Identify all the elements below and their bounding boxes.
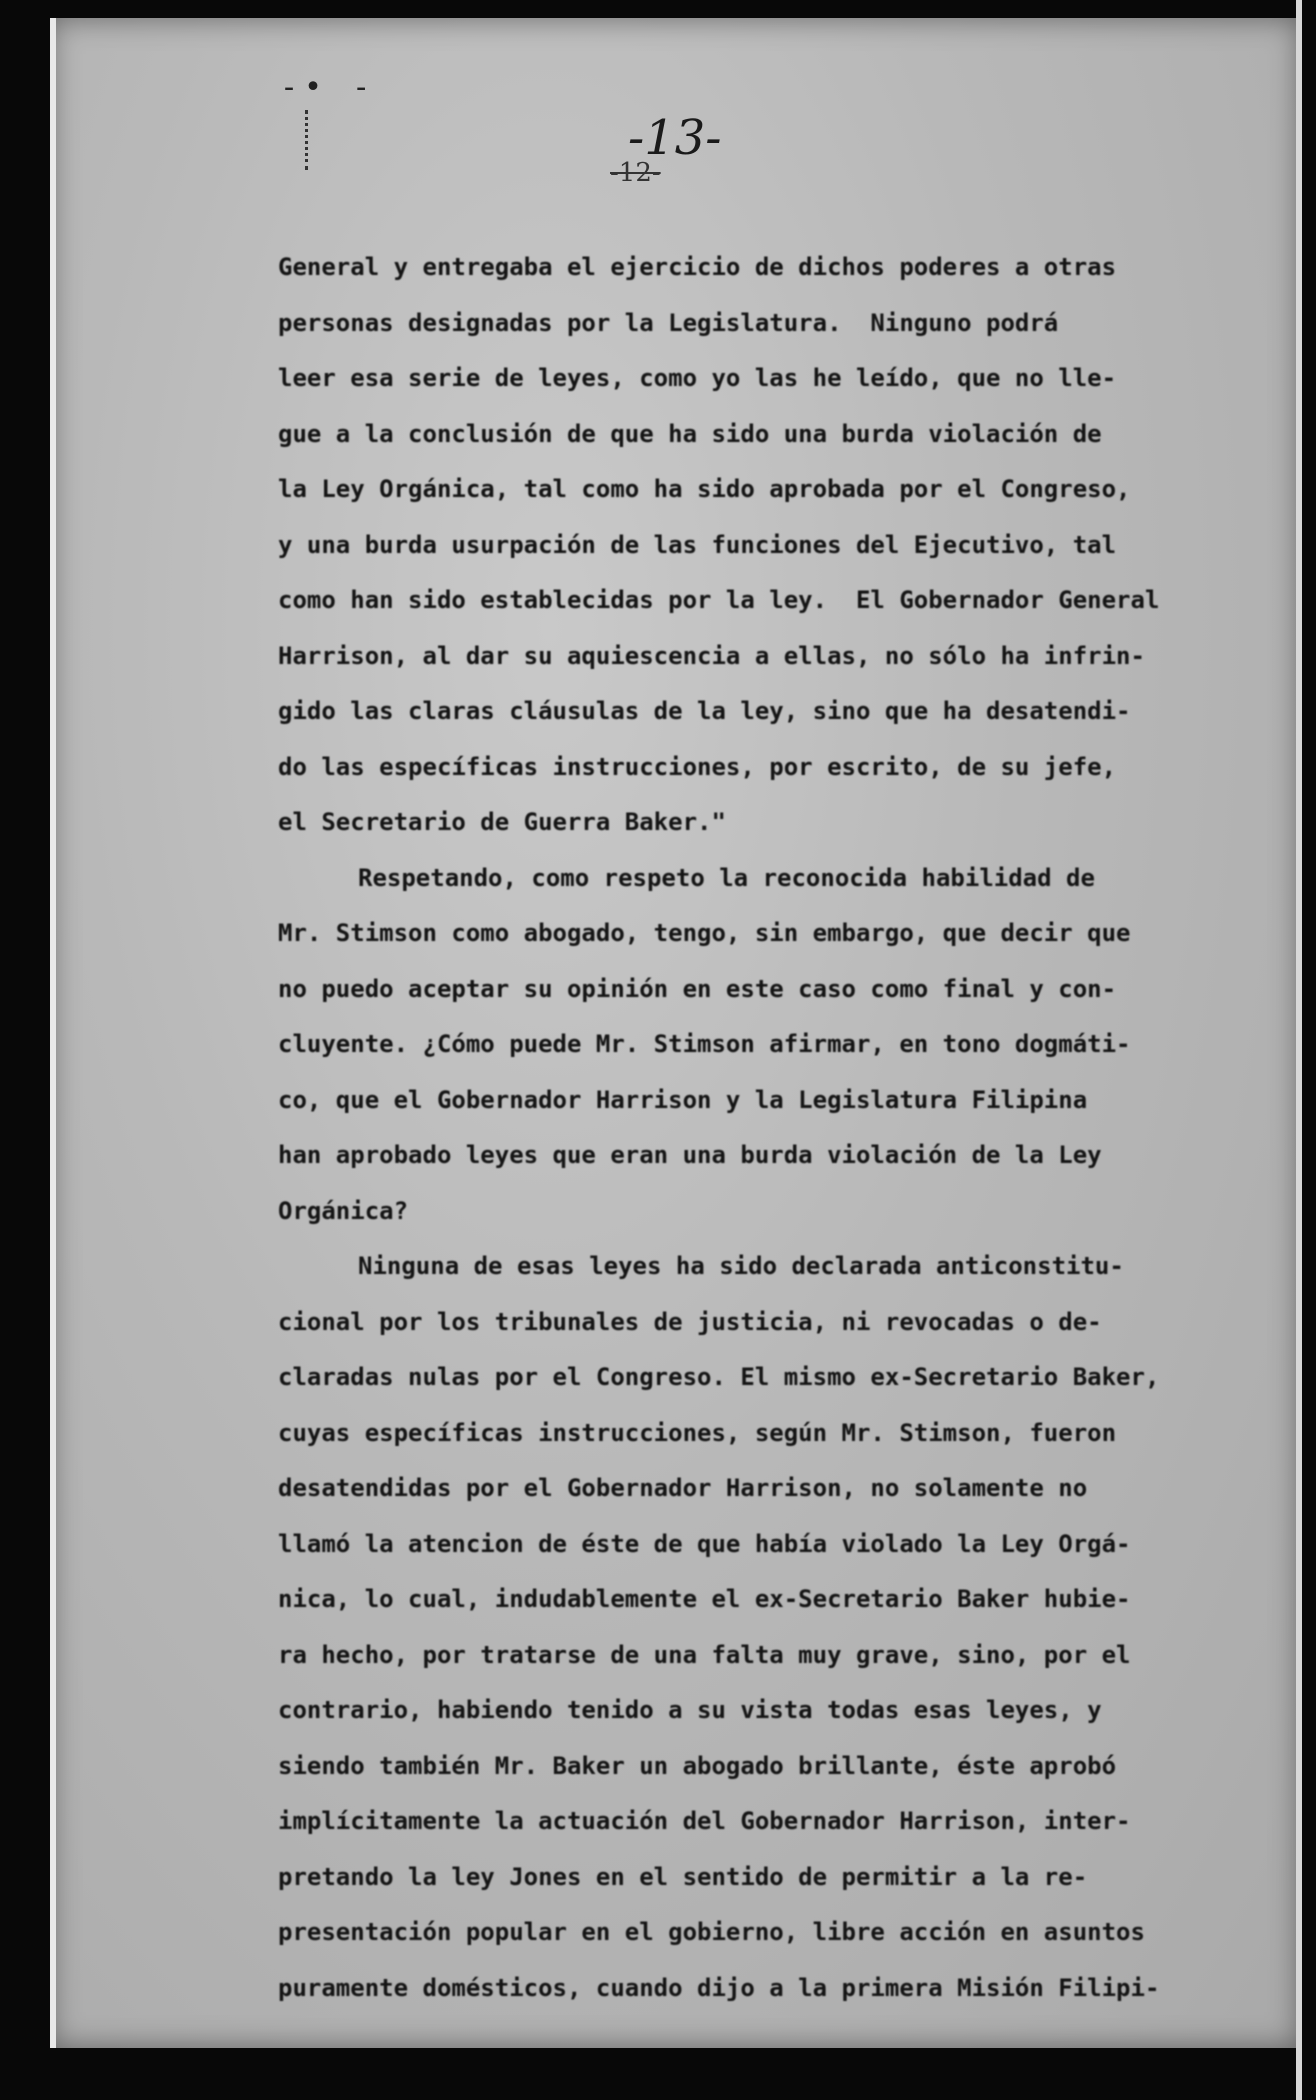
text-line: Mr. Stimson como abogado, tengo, sin embargo, que decir que	[278, 919, 1131, 947]
text-line: claradas nulas por el Congreso. El mismo ex-Secretario Baker,	[278, 1363, 1160, 1391]
text-line: cional por los tribunales de justicia, ni revocadas o de-	[278, 1307, 1102, 1336]
text-line: Harrison, al dar su aquiescencia a ellas, no sólo ha infrin-	[278, 641, 1145, 670]
text-line: desatendidas por el Gobernador Harrison, no solamente no	[278, 1474, 1088, 1502]
typed-body-text	[278, 240, 1258, 2016]
text-line: implícitamente la actuación del Gobernador Harrison, inter-	[278, 1807, 1131, 1835]
text-line: como han sido establecidas por la ley. El Gobernador General	[278, 586, 1160, 614]
text-line: gue a la conclusión de que ha sido una burda violación de	[278, 419, 1102, 448]
text-line: ra hecho, por tratarse de una falta muy grave, sino, por el	[278, 1640, 1131, 1669]
text-line: co, que el Gobernador Harrison y la Legislatura Filipina	[278, 1085, 1088, 1114]
text-line: no puedo aceptar su opinión en este caso como final y con-	[278, 974, 1117, 1003]
text-line: personas designadas por la Legislatura. Ninguno podrá	[278, 308, 1059, 337]
text-line: siendo también Mr. Baker un abogado brillante, éste aprobó	[278, 1751, 1117, 1780]
struck-page-number: -12-	[610, 158, 661, 188]
text-line: nica, lo cual, indudablemente el ex-Secretario Baker hubie-	[278, 1585, 1131, 1613]
text-line: do las específicas instrucciones, por escrito, de su jefe,	[278, 752, 1117, 781]
scan-right-edge	[1296, 0, 1302, 2100]
text-line: la Ley Orgánica, tal como ha sido aprobada por el Congreso,	[278, 475, 1131, 503]
text-line: cuyas específicas instrucciones, según Mr. Stimson, fueron	[278, 1418, 1117, 1447]
corner-mark: -• -	[280, 70, 377, 105]
text-line: cluyente. ¿Cómo puede Mr. Stimson afirmar, en tono dogmáti-	[278, 1030, 1131, 1058]
text-line: General y entregaba el ejercicio de dichos poderes a otras	[278, 253, 1117, 281]
paragraph-start-line: Ninguna de esas leyes ha sido declarada anticonstitu-	[358, 1252, 1124, 1280]
text-line: y una burda usurpación de las funciones del Ejecutivo, tal	[278, 530, 1117, 559]
text-line: contrario, habiendo tenido a su vista todas esas leyes, y	[278, 1696, 1102, 1724]
text-line: puramente domésticos, cuando dijo a la primera Misión Filipi-	[278, 1973, 1160, 2002]
text-line: han aprobado leyes que eran una burda violación de la Ley	[278, 1141, 1102, 1169]
text-line: leer esa serie de leyes, como yo las he leído, que no lle-	[278, 364, 1117, 392]
text-line: presentación popular en el gobierno, libre acción en asuntos	[278, 1918, 1145, 1946]
text-line: llamó la atencion de éste de que había violado la Ley Orgá-	[278, 1529, 1131, 1558]
page-number: -13-	[628, 110, 722, 166]
paper-left-edge	[50, 18, 56, 2048]
paragraph-start-line: Respetando, como respeto la reconocida habilidad de	[358, 863, 1095, 892]
text-line: pretando la ley Jones en el sentido de permitir a la re-	[278, 1862, 1088, 1891]
margin-dotted-line	[305, 110, 308, 170]
text-line: el Secretario de Guerra Baker."	[278, 808, 726, 836]
text-line: gido las claras cláusulas de la ley, sino que ha desatendi-	[278, 697, 1131, 725]
text-line: Orgánica?	[278, 1196, 409, 1225]
